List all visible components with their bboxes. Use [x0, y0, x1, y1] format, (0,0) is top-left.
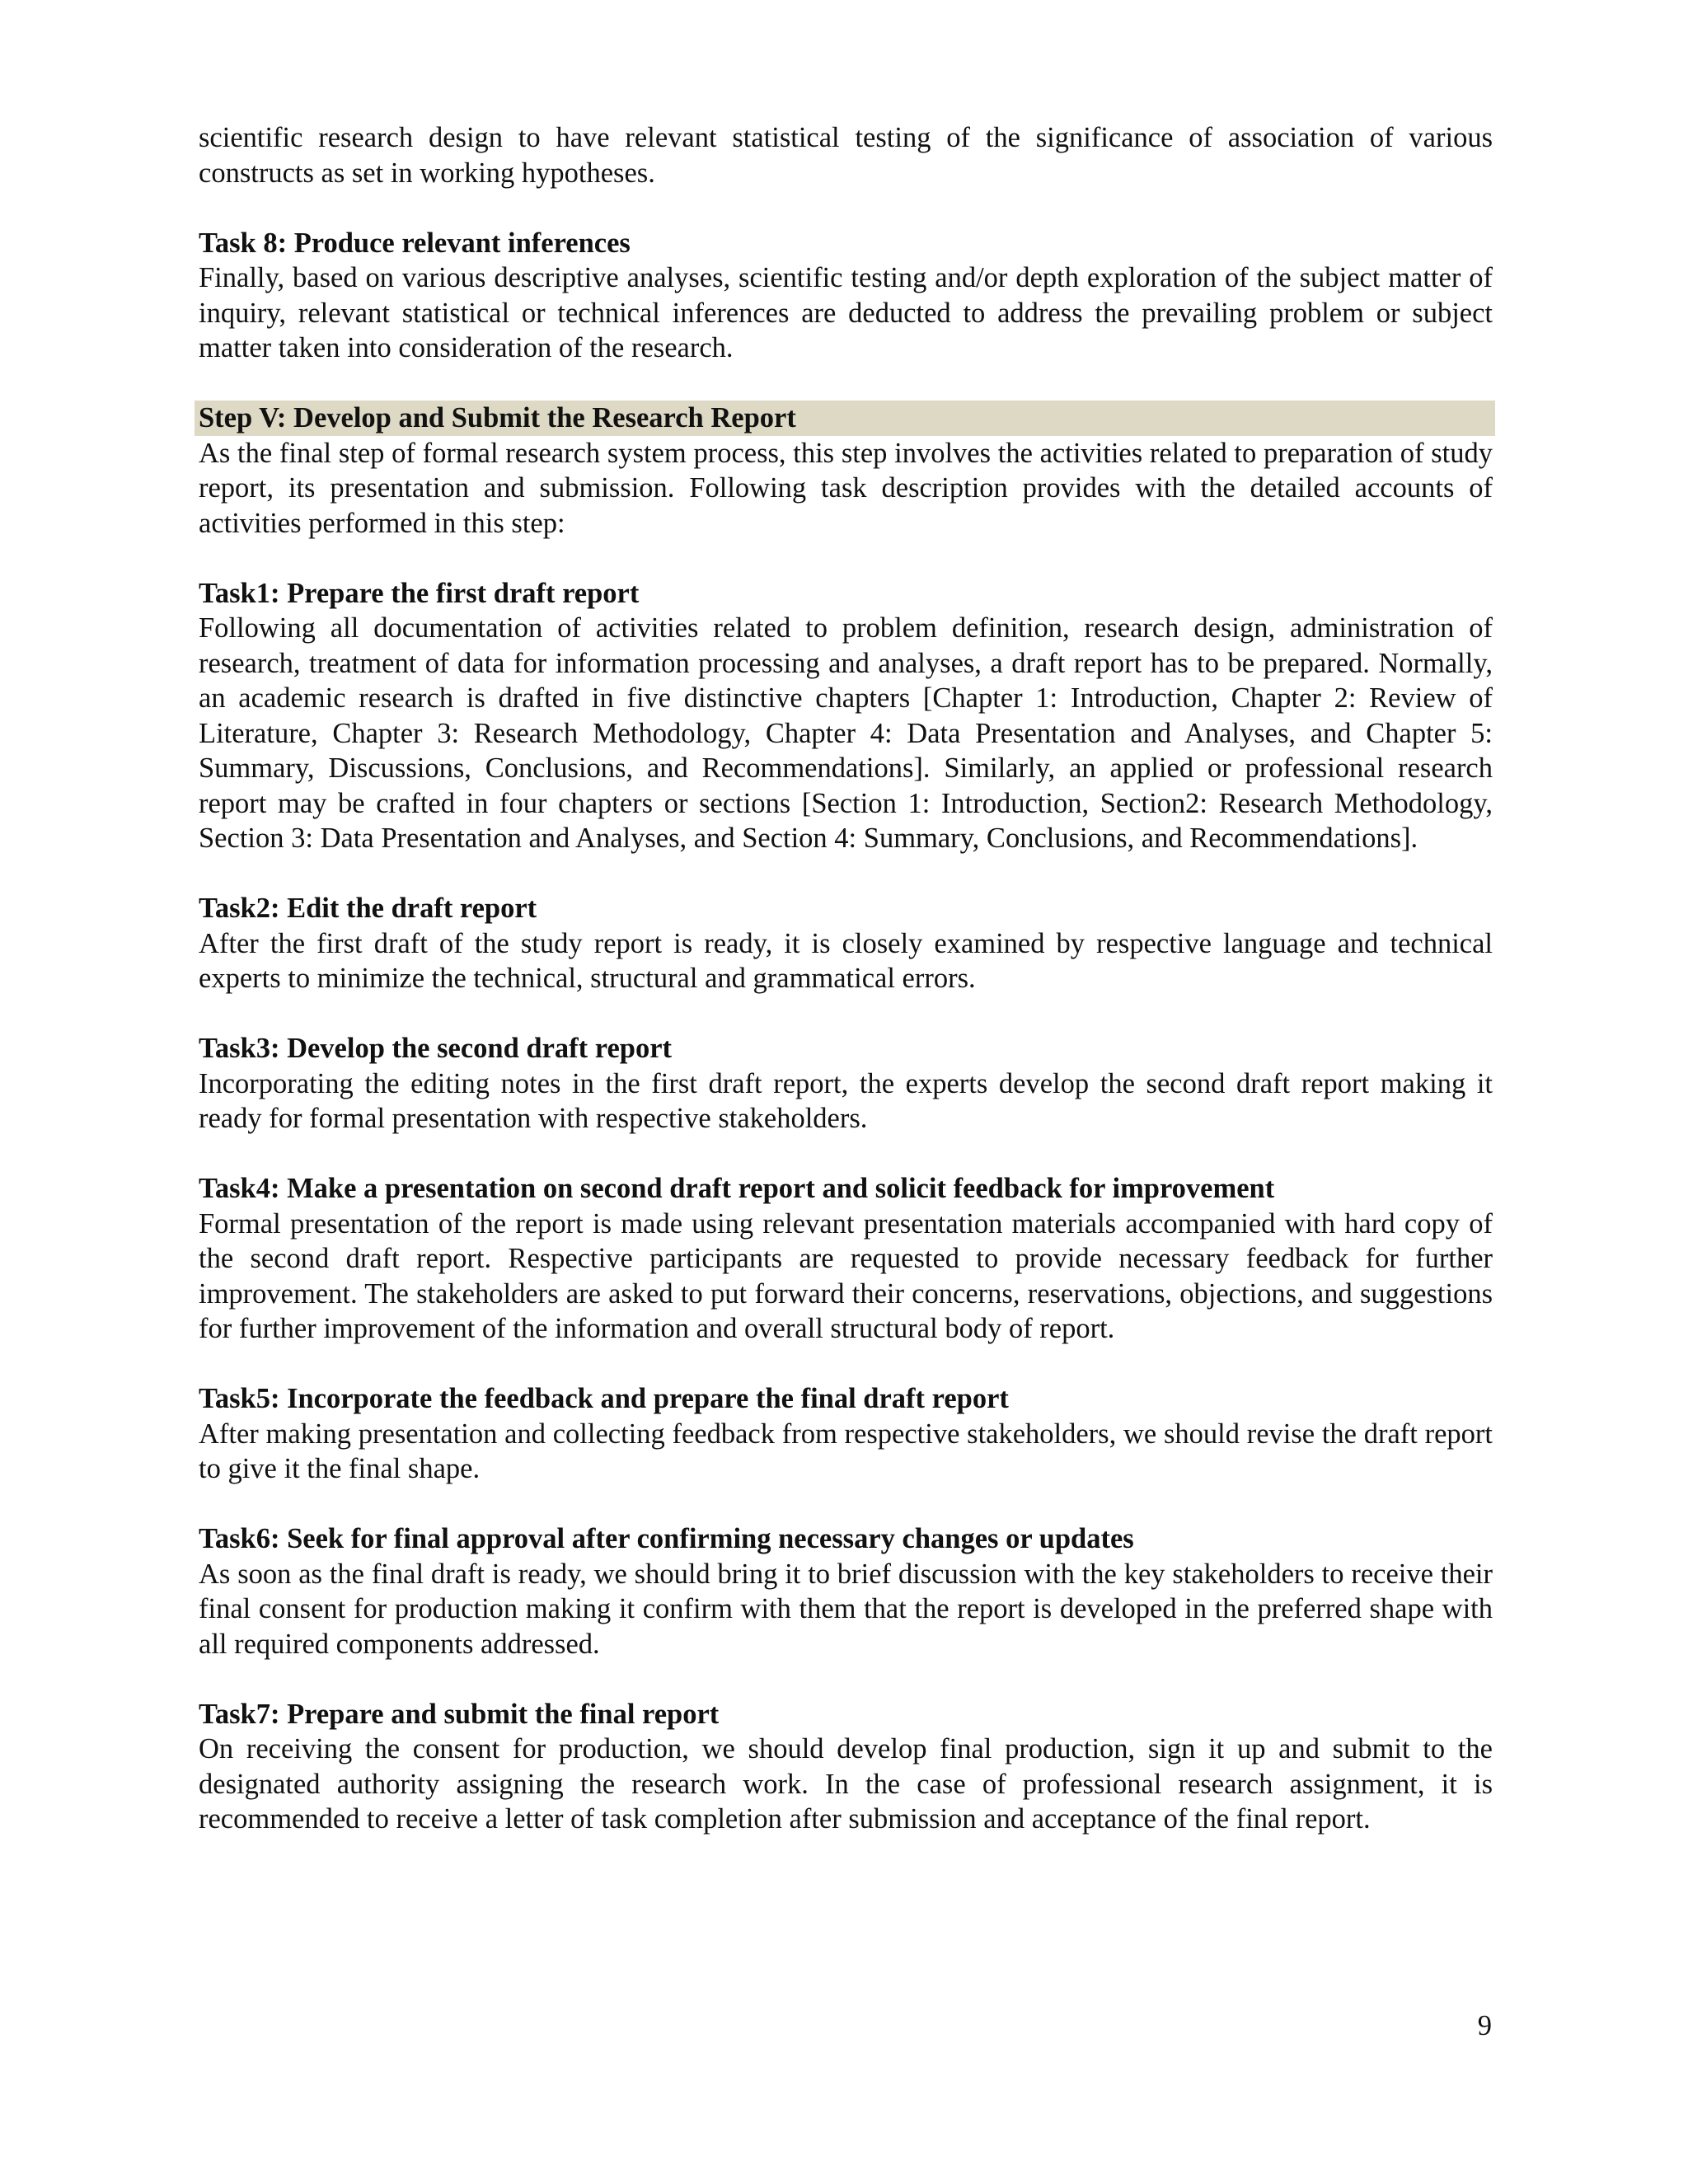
task7-heading: Task7: Prepare and submit the final report [199, 1698, 720, 1730]
task7-body: On receiving the consent for production, we should develop final production, sign it up and submit to the designated authority assigning the research work. In the case of professional research assignment, it is recommended to receive a letter of task completion after submission and acceptance of the final report. [199, 1733, 1493, 1835]
spacer [199, 1347, 1493, 1382]
step5-body: As the final step of formal research system process, this step involves the activities related to preparation of study report, its presentation and submission. Following task description provides with the detailed accounts of activities performed in this step: [199, 437, 1493, 539]
spacer [199, 856, 1493, 892]
task3-body: Incorporating the editing notes in the first draft report, the experts develop the second draft report making it ready for formal presentation with respective stakeholders. [199, 1067, 1493, 1134]
document-page [199, 120, 1493, 1837]
spacer [199, 541, 1493, 576]
task2-heading: Task2: Edit the draft report [199, 893, 537, 924]
task3-heading: Task3: Develop the second draft report [199, 1033, 673, 1064]
task8-body: Finally, based on various descriptive analyses, scientific testing and/or depth exploration of the subject matter of inquiry, relevant statistical or technical inferences are deducted to address the prevailing problem or subject matter taken into consideration of the research. [199, 262, 1493, 363]
spacer [199, 1487, 1493, 1522]
task4-heading: Task4: Make a presentation on second draft report and solicit feedback for improvement [199, 1173, 1275, 1204]
task4-body: Formal presentation of the report is made using relevant presentation materials accompanied with hard copy of the second draft report. Respective participants are requested to provide necessary feedback for further improvement. The stakeholders are asked to put forward their concerns, reservations, objections, and suggestions for further improvement of the information and overall structural body of report. [199, 1207, 1493, 1344]
spacer [199, 366, 1493, 401]
spacer [199, 1137, 1493, 1172]
task1-heading: Task1: Prepare the first draft report [199, 577, 640, 609]
step5-heading: Step V: Develop and Submit the Research Report [195, 401, 1495, 436]
spacer [199, 190, 1493, 226]
spacer [199, 1661, 1493, 1697]
task2-body: After the first draft of the study report is ready, it is closely examined by respective language and technical experts to minimize the technical, structural and grammatical errors. [199, 927, 1493, 994]
intro-paragraph: scientific research design to have relevant statistical testing of the significance of association of various constructs as set in working hypotheses. [199, 122, 1493, 189]
task5-heading: Task5: Incorporate the feedback and prepare the final draft report [199, 1383, 1009, 1414]
task1-body: Following all documentation of activities related to problem definition, research design, administration of research, treatment of data for information processing and analyses, a draft report has to be prepared. Normally, an academic research is drafted in five distinctive chapters [Chapter 1: Introduction, Chapter 2: Review of Literature, Chapter 3: Research Methodology, Chapter 4: Data Presentation and Analyses, and Chapter 5: Summary, Discussions, Conclusions, and Recommendations]. Similarly, an applied or professional research report may be crafted in four chapters or sections [Section 1: Introduction, Section2: Research Methodology, Section 3: Data Presentation and Analyses, and Section 4: Summary, Conclusions, and Recommendations]. [199, 612, 1493, 854]
task5-body: After making presentation and collecting feedback from respective stakeholders, we should revise the draft report to give it the final shape. [199, 1418, 1493, 1484]
task8-heading: Task 8: Produce relevant inferences [199, 227, 631, 259]
task6-heading: Task6: Seek for final approval after confirming necessary changes or updates [199, 1523, 1134, 1554]
spacer [199, 996, 1493, 1032]
task6-body: As soon as the final draft is ready, we should bring it to brief discussion with the key stakeholders to receive their final consent for production making it confirm with them that the report is developed in the preferred shape with all required components addressed. [199, 1558, 1493, 1660]
page-number: 9 [1477, 2010, 1492, 2041]
